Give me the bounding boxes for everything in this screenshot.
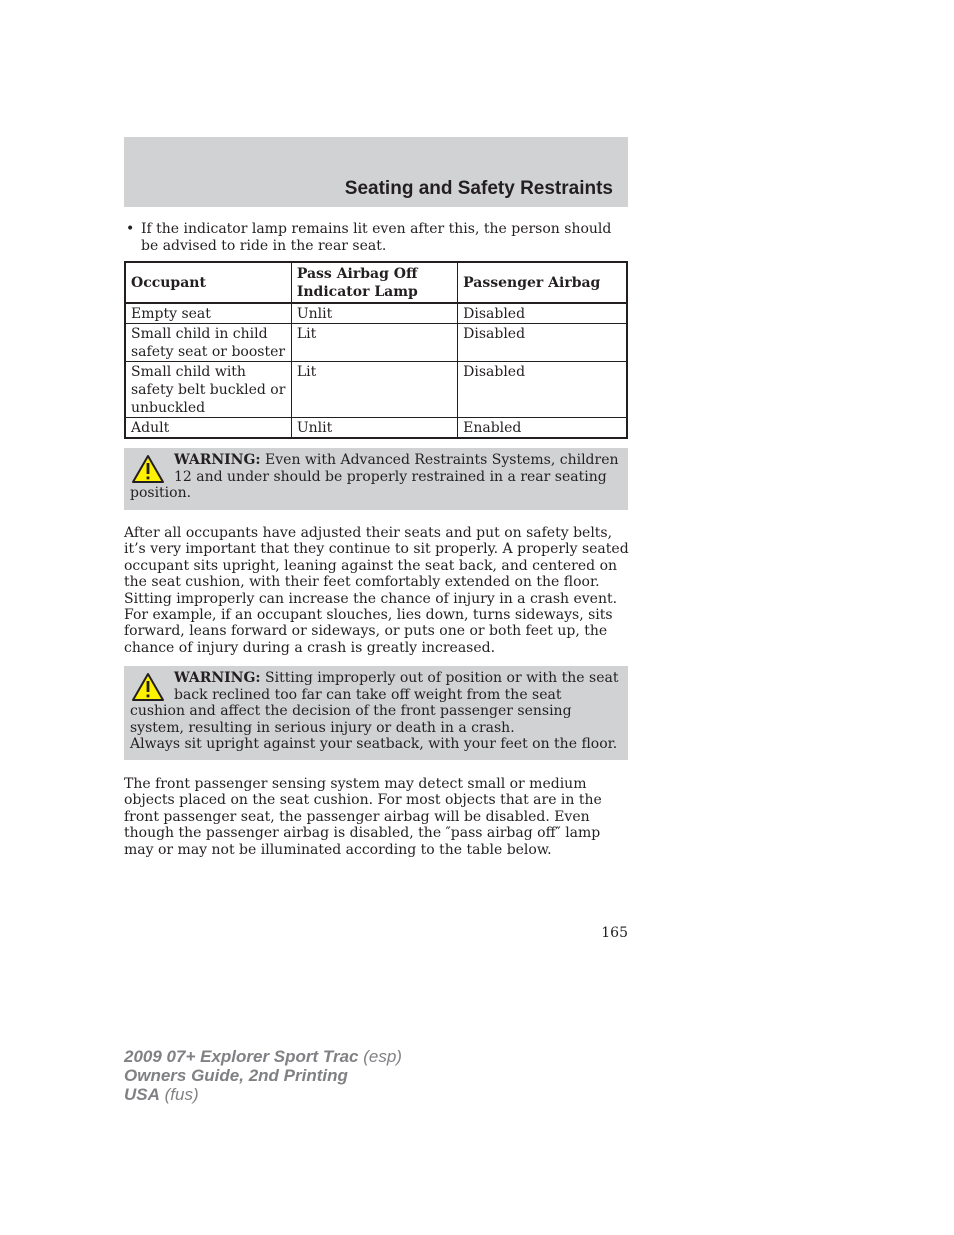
table-cell: Small child in child safety seat or booster [125, 324, 291, 362]
bullet-dot: • [126, 221, 135, 237]
warning-triangle-icon [131, 454, 165, 484]
footer-model: 2009 07+ Explorer Sport Trac [124, 1047, 359, 1066]
warning-text: Even with Advanced Restraints Systems, children 12 and under should be properly restrained in a rear seating position. [130, 452, 619, 501]
document-footer [124, 1047, 402, 1104]
bullet-item [124, 221, 628, 254]
footer-market: USA [124, 1085, 160, 1104]
body-paragraph-posture: After all occupants have adjusted their seats and put on safety belts, it’s very important that they continue to sit properly. A properly seated occupant sits upright, leaning against the seat back, and centered on the seat cushion, with their feet comfortably extended on the floor. Sitting improperly can increase the chance of injury in a crash event. For example, if an occupant slouches, lies down, turns sideways, sits forward, leans forward or sideways, or puts one or both feet up, the chance of injury during a crash is greatly increased. [124, 525, 629, 656]
table-cell: Adult [125, 418, 291, 439]
warning-instruction: Always sit upright against your seatback, with your feet on the floor. [130, 736, 618, 752]
warning-label: WARNING: [174, 670, 261, 686]
column-header-occupant: Occupant [125, 262, 291, 303]
footer-edition: Owners Guide, 2nd Printing [124, 1066, 348, 1085]
table-row [125, 418, 627, 439]
footer-line-2 [124, 1066, 402, 1085]
table-cell: Lit [291, 362, 457, 418]
table-cell: Small child with safety belt buckled or unbuckled [125, 362, 291, 418]
page-number: 165 [601, 925, 628, 941]
footer-line-3 [124, 1085, 402, 1104]
table-cell: Disabled [458, 324, 627, 362]
warning-label: WARNING: [174, 452, 261, 468]
body-paragraph-sensing: The front passenger sensing system may detect small or medium objects placed on the seat cushion. For most objects that are in the front passenger seat, the passenger airbag will be disabled. Even though the passenger airbag is disabled, the ″pass airbag off″ lamp may or may not be illuminated according to the table below. [124, 776, 602, 858]
table-cell: Enabled [458, 418, 627, 439]
table-cell: Disabled [458, 303, 627, 324]
section-header [124, 137, 628, 207]
footer-line-1 [124, 1047, 402, 1066]
table-cell: Empty seat [125, 303, 291, 324]
warning-triangle-icon [131, 672, 165, 702]
column-header-indicator-lamp: Pass Airbag Off Indicator Lamp [291, 262, 457, 303]
bullet-text: If the indicator lamp remains lit even after this, the person should be advised to ride in the rear seat. [141, 221, 612, 254]
table-cell: Unlit [291, 418, 457, 439]
section-title: Seating and Safety Restraints [344, 178, 613, 199]
table-cell: Unlit [291, 303, 457, 324]
warning-text: Sitting improperly out of position or with the seat back reclined too far can take off weight from the seat cushion and affect the decision of the front passenger sensing system, resulting in serious injury or death in a crash. [130, 670, 619, 736]
warning-box-restraints [124, 448, 628, 510]
table-header-row [125, 262, 627, 303]
footer-model-code: (esp) [358, 1047, 402, 1066]
table-row [125, 324, 627, 362]
footer-market-code: (fus) [159, 1085, 199, 1104]
table-cell: Lit [291, 324, 457, 362]
table-row [125, 303, 627, 324]
column-header-passenger-airbag: Passenger Airbag [458, 262, 627, 303]
table-row [125, 362, 627, 418]
occupant-airbag-table [124, 261, 628, 439]
table-cell: Disabled [458, 362, 627, 418]
warning-box-position [124, 666, 628, 760]
